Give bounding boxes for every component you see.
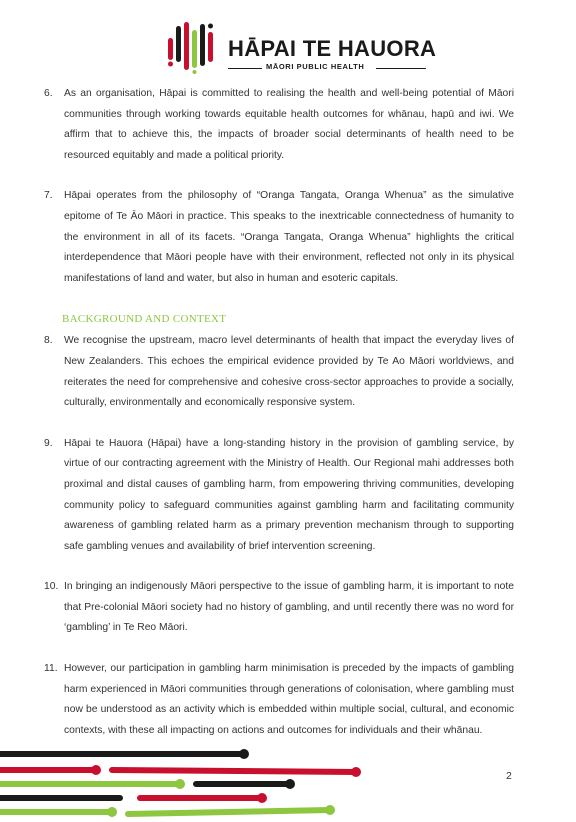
paragraph-number: 7. [44, 190, 53, 202]
logo-title: HĀPAI TE HAUORA [228, 36, 437, 61]
hapai-logo-icon [164, 18, 224, 74]
paragraph-6 [44, 84, 514, 166]
paragraph-text: However, our participation in gambling harm minimisation is preceded by the impacts of gambling harm experienced in Māori communities through generations of colonisation, where gambling must now be understood as an activity which is embedded within multiple social, cultural, and economic contexts, with these all impacting on actions and outcomes for individuals and their whānau. [64, 663, 514, 736]
paragraph-10 [44, 577, 514, 639]
page-header [0, 14, 576, 78]
section-heading: BACKGROUND AND CONTEXT [62, 313, 227, 326]
paragraph-8 [44, 331, 514, 413]
paragraph-text: Hāpai operates from the philosophy of “Oranga Tangata, Oranga Whenua” as the simulative epitome of Te Āo Māori in practice. This speaks to the inextricable connectedness of humanity to the environment in all of its facets. “Oranga Tangata, Oranga Whenua” highlights the critical interdependence that Māori people have with their environment, reflected not only in its physical manifestations of land and water, but also in human and esoteric capitals. [64, 190, 514, 284]
paragraph-11 [44, 659, 514, 741]
document-body [44, 84, 514, 741]
paragraph-number: 11. [44, 663, 58, 675]
paragraph-text: In bringing an indigenously Māori perspective to the issue of gambling harm, it is important to note that Pre-colonial Māori society had no history of gambling, and until recently there was no word for ‘gambling’ in Te Reo Māori. [64, 581, 514, 634]
paragraph-number: 10. [44, 581, 59, 593]
paragraph-number: 9. [44, 437, 53, 449]
logo-subtitle: MĀORI PUBLIC HEALTH [266, 62, 365, 71]
logo-subtitle-row [228, 62, 428, 74]
page-number: 2 [506, 770, 512, 782]
footer-lines-graphic [0, 744, 576, 822]
paragraph-9 [44, 434, 514, 558]
paragraph-text: Hāpai te Hauora (Hāpai) have a long-standing history in the provision of gambling service, by virtue of our contracting agreement with the Ministry of Health. Our Regional mahi addresses both proximal and distal causes of gambling harm, from empowering thriving communities, developing community policy to safeguard communities against gambling harm and facilitating community awareness of gambling related harm as a primary prevention mechanism through to supporting safe gambling venues and availability of brief intervention screening. [64, 437, 514, 552]
paragraph-7 [44, 186, 514, 289]
paragraph-number: 6. [44, 88, 53, 99]
paragraph-number: 8. [44, 335, 53, 347]
paragraph-text: We recognise the upstream, macro level determinants of health that impact the everyday lives of New Zealanders. This echoes the empirical evidence provided by Te Ao Māori worldviews, and reiterates the need for comprehensive and cohesive cross-sector approaches to provide a socially, culturally, environmentally and economically responsive system. [64, 335, 514, 409]
paragraph-text: As an organisation, Hāpai is committed to realising the health and well-being potential of Māori communities through working towards equitable health outcomes for whānau, hapū and iwi. We affirm that to achieve this, the impacts of broader social determinants of health need to be resourced equitably and made a political priority. [64, 88, 514, 161]
